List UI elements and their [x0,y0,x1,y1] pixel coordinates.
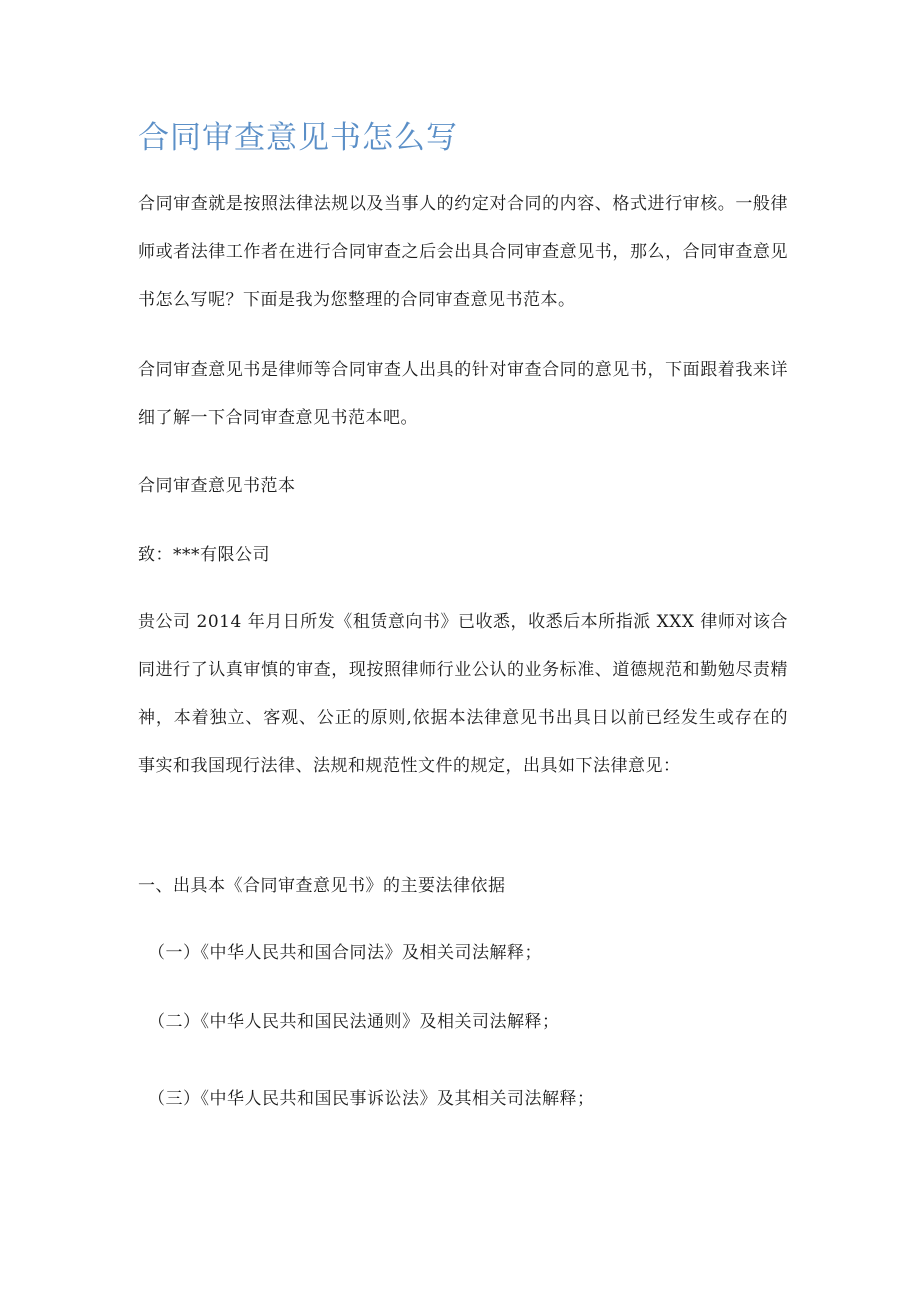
document-title: 合同审查意见书怎么写 [138,120,458,156]
sample-heading: 合同审查意见书范本 [138,476,296,496]
basis-item-1: （一）《中华人民共和国合同法》及相关司法解释； [148,943,542,963]
intro-paragraph-2: 合同审查意见书是律师等合同审查人出具的针对审查合同的意见书，下面跟着我来详细了解一下合同审查意见书范本吧。 [138,360,788,428]
basis-item-2: （二）《中华人民共和国民法通则》及相关司法解释； [148,1012,560,1032]
section-1-heading: 一、出具本《合同审查意见书》的主要法律依据 [138,876,506,896]
intro-paragraph-1: 合同审查就是按照法律法规以及当事人的约定对合同的内容、格式进行审核。一般律师或者法律工作者在进行合同审查之后会出具合同审查意见书，那么，合同审查意见书怎么写呢？下面是我为您整理的合同审查意见书范本。 [138,194,788,310]
addressee-line: 致：***有限公司 [138,545,270,565]
body-paragraph: 贵公司 2014 年月日所发《租赁意向书》已收悉，收悉后本所指派 XXX 律师对该合同进行了认真审慎的审查，现按照律师行业公认的业务标准、道德规范和勤勉尽责精神，本着独立、客观、公正的原则,依据本法律意见书出具日以前已经发生或存在的事实和我国现行法律、法规和规范性文件的规定，出具如下法律意见： [138,612,788,776]
basis-item-3: （三）《中华人民共和国民事诉讼法》及其相关司法解释； [148,1089,595,1109]
